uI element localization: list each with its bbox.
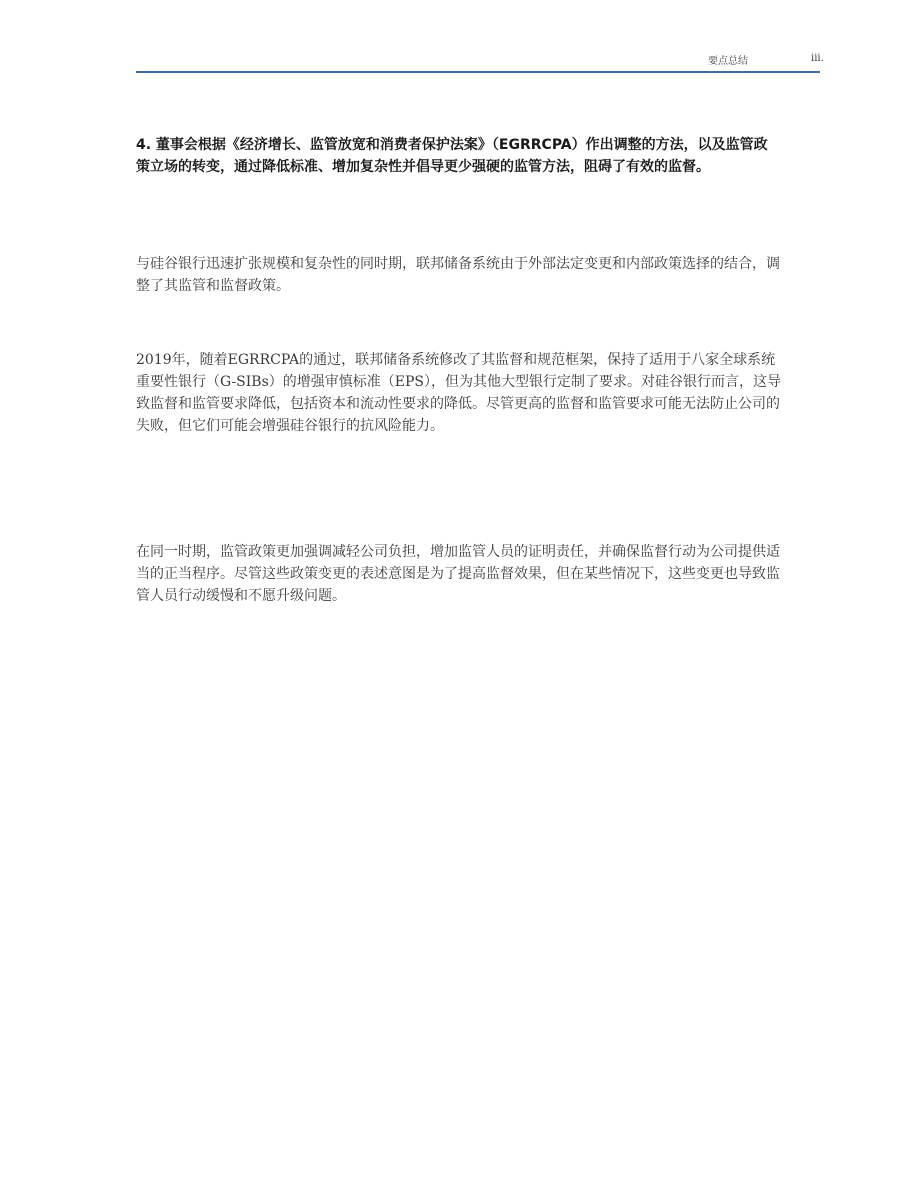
- header-divider: [136, 71, 820, 73]
- running-header-section-title: 要点总结: [708, 56, 748, 67]
- page-number: iii.: [811, 53, 824, 64]
- body-paragraph-2: 2019年，随着EGRRCPA的通过，联邦储备系统修改了其监督和规范框架，保持了适用于八家全球系统重要性银行（G-SIBs）的增强审慎标准（EPS），但为其他大型银行定制了要求。对硅谷银行而言，这导致监督和监管要求降低，包括资本和流动性要求的降低。尽管更高的监督和监管要求可能无法防止公司的失败，但它们可能会增强硅谷银行的抗风险能力。: [136, 352, 781, 434]
- body-paragraph-3: 在同一时期，监管政策更加强调减轻公司负担，增加监管人员的证明责任，并确保监督行动为公司提供适当的正当程序。尽管这些政策变更的表述意图是为了提高监督效果，但在某些情况下，这些变更也导致监管人员行动缓慢和不愿升级问题。: [136, 544, 780, 604]
- body-paragraph-1: 与硅谷银行迅速扩张规模和复杂性的同时期，联邦储备系统由于外部法定变更和内部政策选择的结合，调整了其监管和监督政策。: [136, 256, 780, 294]
- finding-heading: 4. 董事会根据《经济增长、监管放宽和消费者保护法案》（EGRRCPA）作出调整的方法，以及监管政策立场的转变，通过降低标准、增加复杂性并倡导更少强硬的监管方法，阻碍了有效的监督。: [136, 137, 768, 175]
